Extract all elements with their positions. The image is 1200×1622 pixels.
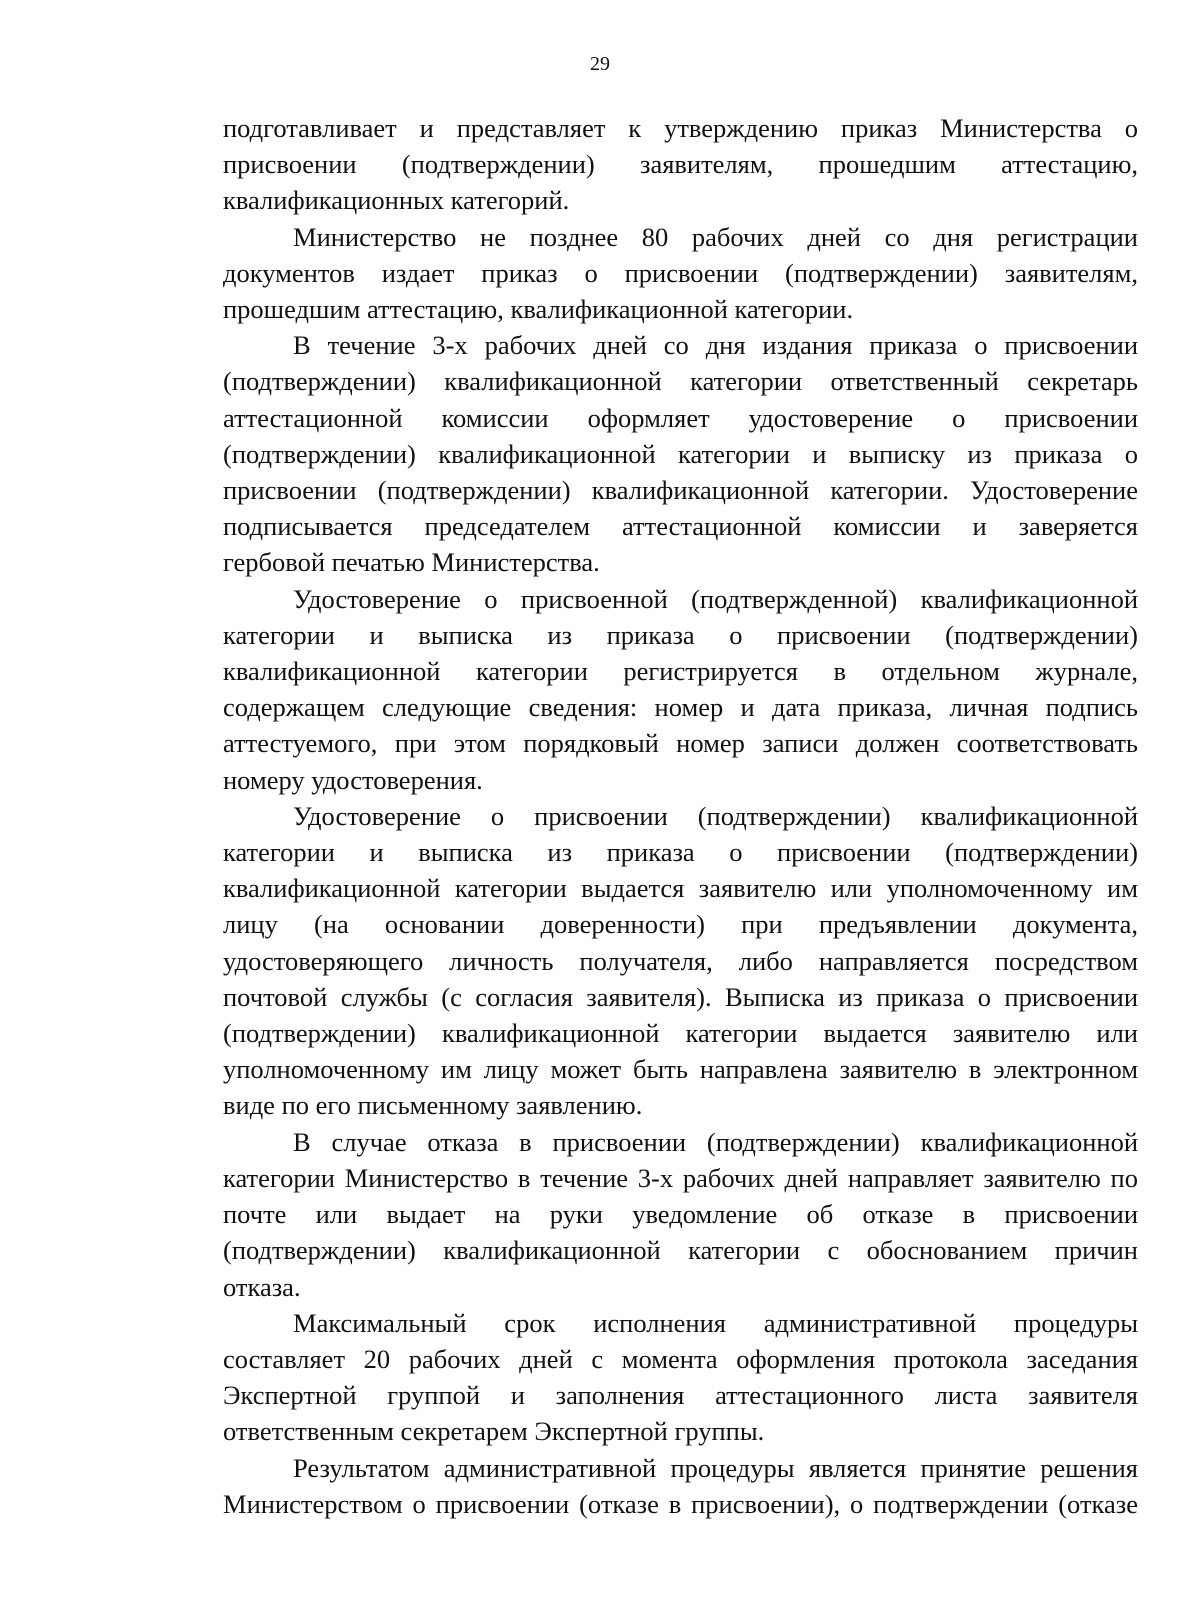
text-line: удостоверяющего личность получателя, либо направляется посредством (223, 945, 1138, 976)
text-line: почте или выдает на руки уведомление об отказе в присвоении (223, 1199, 1138, 1230)
text-line: гербовой печатью Министерства. (223, 547, 600, 578)
text-line: лицу (на основании доверенности) при предъявлении документа, (223, 909, 1138, 940)
text-line: категории Министерство в течение 3-х рабочих дней направляет заявителю по (223, 1162, 1138, 1193)
text-line: подписывается председателем аттестационной комиссии и заверяется (223, 511, 1138, 542)
text-line: содержащем следующие сведения: номер и дата приказа, личная подпись (223, 692, 1138, 723)
text-line: номеру удостоверения. (223, 764, 483, 795)
text-line: аттестационной комиссии оформляет удостоверение о присвоении (223, 402, 1138, 433)
text-line: В течение 3-х рабочих дней со дня издания приказа о присвоении (293, 330, 1138, 361)
text-line: аттестуемого, при этом порядковый номер записи должен соответствовать (223, 728, 1138, 759)
text-line: отказа. (223, 1271, 301, 1302)
text-line: виде по его письменному заявлению. (223, 1090, 643, 1121)
text-line: Результатом административной процедуры является принятие решения (293, 1452, 1138, 1483)
paragraph (223, 1124, 1138, 1305)
text-line: квалификационных категорий. (223, 185, 570, 216)
text-line: составляет 20 рабочих дней с момента оформления протокола заседания (223, 1343, 1138, 1374)
text-line: ответственным секретарем Экспертной группы. (223, 1416, 765, 1447)
text-line: (подтверждении) квалификационной категории выдается заявителю или (223, 1018, 1138, 1049)
text-line: прошедшим аттестацию, квалификационной категории. (223, 294, 854, 325)
text-line: (подтверждении) квалификационной категории ответственный секретарь (223, 366, 1138, 397)
text-line: (подтверждении) квалификационной категории с обоснованием причин (223, 1235, 1138, 1266)
text-line: присвоении (подтверждении) заявителям, прошедшим аттестацию, (223, 149, 1138, 180)
text-line: подготавливает и представляет к утверждению приказ Министерства о (223, 113, 1138, 143)
page-number: 29 (590, 53, 610, 75)
paragraph (223, 327, 1138, 580)
paragraph (223, 581, 1138, 798)
text-line: Максимальный срок исполнения административной процедуры (293, 1307, 1138, 1338)
text-line: квалификационной категории регистрируется в отдельном журнале, (223, 656, 1138, 687)
text-line: документов издает приказ о присвоении (подтверждении) заявителям, (223, 257, 1138, 288)
text-line: Экспертной группой и заполнения аттестационного листа заявителя (223, 1380, 1138, 1411)
text-line: Министерство не позднее 80 рабочих дней со дня регистрации (293, 221, 1138, 252)
text-line: уполномоченному им лицу может быть направлена заявителю в электронном (223, 1054, 1138, 1085)
text-line: (подтверждении) квалификационной категории и выписку из приказа о (223, 438, 1138, 469)
document-body (223, 110, 1138, 1522)
text-line: Министерством о присвоении (отказе в присвоении), о подтверждении (отказе (223, 1488, 1138, 1519)
paragraph (223, 110, 1138, 219)
text-line: присвоении (подтверждении) квалификационной категории. Удостоверение (223, 475, 1138, 506)
text-line: квалификационной категории выдается заявителю или уполномоченному им (223, 873, 1138, 904)
text-line: почтовой службы (с согласия заявителя). Выписка из приказа о присвоении (223, 981, 1138, 1012)
paragraph (223, 1305, 1138, 1450)
text-line: категории и выписка из приказа о присвоении (подтверждении) (223, 837, 1138, 868)
text-line: Удостоверение о присвоенной (подтвержденной) квалификационной (293, 583, 1138, 614)
text-line: категории и выписка из приказа о присвоении (подтверждении) (223, 619, 1138, 650)
paragraph (223, 1450, 1138, 1522)
text-line: Удостоверение о присвоении (подтверждении) квалификационной (293, 800, 1138, 831)
paragraph (223, 798, 1138, 1124)
text-line: В случае отказа в присвоении (подтверждении) квалификационной (293, 1126, 1138, 1157)
paragraph (223, 219, 1138, 328)
